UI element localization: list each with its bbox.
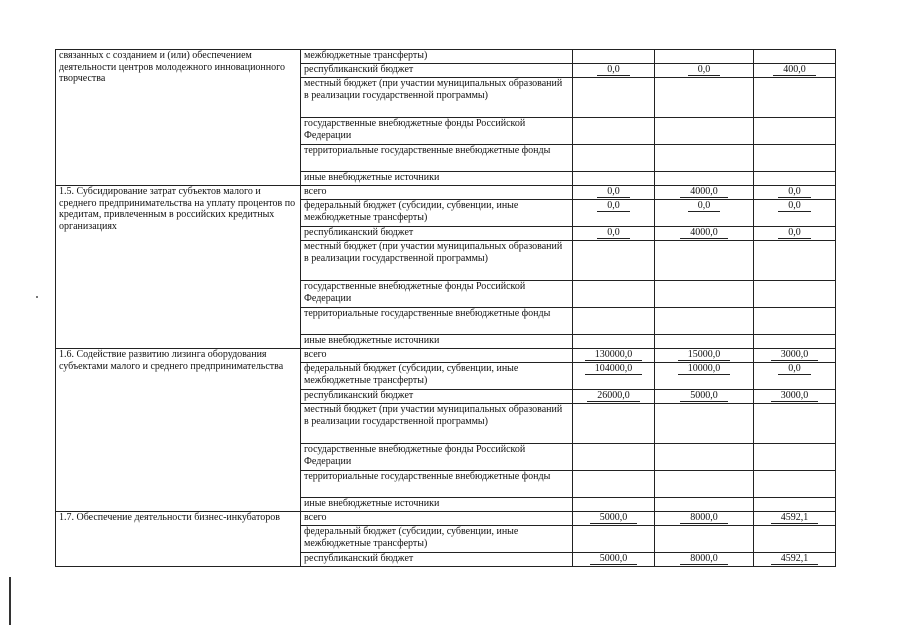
- amount-cell-3: [754, 118, 836, 145]
- measure-description: 1.6. Содействие развитию лизинга оборудования субъектами малого и среднего предпринимательства: [56, 349, 301, 512]
- amount-value: 0,0: [778, 363, 811, 375]
- amount-cell-2: [655, 281, 754, 308]
- amount-value: 3000,0: [771, 390, 819, 402]
- amount-cell-1: [573, 281, 655, 308]
- measure-description: 1.7. Обеспечение деятельности бизнес-инкубаторов: [56, 512, 301, 567]
- amount-value: 0,0: [597, 227, 630, 239]
- amount-cell-3: [754, 390, 836, 404]
- amount-value: 0,0: [688, 64, 721, 76]
- amount-cell-3: [754, 241, 836, 281]
- amount-cell-2: [655, 200, 754, 227]
- funding-source: территориальные государственные внебюджетные фонды: [301, 145, 573, 172]
- amount-cell-1: [573, 335, 655, 349]
- amount-cell-3: [754, 227, 836, 241]
- funding-source: местный бюджет (при участии муниципальных образований в реализации государственной программы): [301, 404, 573, 444]
- amount-value: 3000,0: [771, 349, 819, 361]
- amount-value: 4592,1: [771, 512, 819, 524]
- amount-cell-3: [754, 200, 836, 227]
- amount-cell-2: [655, 227, 754, 241]
- amount-cell-3: [754, 471, 836, 498]
- amount-cell-1: [573, 471, 655, 498]
- amount-cell-2: [655, 444, 754, 471]
- amount-value: 26000,0: [587, 390, 640, 402]
- scan-margin-mark: [9, 577, 11, 625]
- amount-cell-2: [655, 50, 754, 64]
- amount-cell-1: [573, 390, 655, 404]
- amount-value: 8000,0: [680, 553, 728, 565]
- amount-cell-3: [754, 186, 836, 200]
- amount-value: 130000,0: [585, 349, 643, 361]
- amount-value: 104000,0: [585, 363, 643, 375]
- amount-cell-1: [573, 78, 655, 118]
- funding-source: территориальные государственные внебюджетные фонды: [301, 308, 573, 335]
- amount-value: 400,0: [773, 64, 816, 76]
- amount-cell-3: [754, 404, 836, 444]
- amount-cell-1: [573, 145, 655, 172]
- amount-cell-3: [754, 526, 836, 553]
- amount-value: 5000,0: [590, 512, 638, 524]
- amount-cell-3: [754, 64, 836, 78]
- amount-value: 0,0: [778, 186, 811, 198]
- amount-cell-1: [573, 227, 655, 241]
- amount-cell-1: [573, 444, 655, 471]
- amount-cell-2: [655, 64, 754, 78]
- amount-value: 5000,0: [590, 553, 638, 565]
- funding-source: федеральный бюджет (субсидии, субвенции, иные межбюджетные трансферты): [301, 200, 573, 227]
- amount-cell-3: [754, 78, 836, 118]
- funding-source: республиканский бюджет: [301, 227, 573, 241]
- funding-source: иные внебюджетные источники: [301, 172, 573, 186]
- amount-cell-2: [655, 363, 754, 390]
- amount-cell-3: [754, 50, 836, 64]
- amount-cell-3: [754, 308, 836, 335]
- funding-source: иные внебюджетные источники: [301, 335, 573, 349]
- amount-value: 8000,0: [680, 512, 728, 524]
- amount-value: 5000,0: [680, 390, 728, 402]
- funding-source: всего: [301, 186, 573, 200]
- funding-source: государственные внебюджетные фонды Российской Федерации: [301, 444, 573, 471]
- budget-table: [55, 49, 836, 567]
- amount-cell-3: [754, 335, 836, 349]
- amount-cell-2: [655, 308, 754, 335]
- amount-cell-1: [573, 512, 655, 526]
- amount-cell-1: [573, 241, 655, 281]
- amount-cell-1: [573, 498, 655, 512]
- amount-value: 0,0: [778, 200, 811, 212]
- amount-cell-3: [754, 498, 836, 512]
- funding-source: территориальные государственные внебюджетные фонды: [301, 471, 573, 498]
- amount-cell-2: [655, 471, 754, 498]
- funding-source: республиканский бюджет: [301, 390, 573, 404]
- measure-description: 1.5. Субсидирование затрат субъектов малого и среднего предпринимательства на уплату процентов по кредитам, привлеченным в российских кредитных организациях: [56, 186, 301, 349]
- amount-value: 10000,0: [678, 363, 731, 375]
- funding-source: местный бюджет (при участии муниципальных образований в реализации государственной программы): [301, 78, 573, 118]
- amount-cell-3: [754, 553, 836, 567]
- amount-cell-3: [754, 281, 836, 308]
- amount-cell-1: [573, 186, 655, 200]
- amount-cell-1: [573, 172, 655, 186]
- amount-value: 0,0: [778, 227, 811, 239]
- amount-cell-2: [655, 553, 754, 567]
- amount-value: 0,0: [688, 200, 721, 212]
- amount-cell-1: [573, 553, 655, 567]
- amount-cell-2: [655, 241, 754, 281]
- scan-speck: [36, 296, 38, 298]
- amount-cell-2: [655, 390, 754, 404]
- amount-cell-2: [655, 349, 754, 363]
- amount-cell-2: [655, 118, 754, 145]
- amount-cell-2: [655, 498, 754, 512]
- amount-value: 0,0: [597, 64, 630, 76]
- funding-source: республиканский бюджет: [301, 64, 573, 78]
- amount-value: 4000,0: [680, 186, 728, 198]
- table-row: [56, 349, 836, 363]
- amount-value: 4000,0: [680, 227, 728, 239]
- amount-cell-1: [573, 404, 655, 444]
- amount-cell-1: [573, 308, 655, 335]
- funding-source: местный бюджет (при участии муниципальных образований в реализации государственной программы): [301, 241, 573, 281]
- budget-table-body: [56, 50, 836, 567]
- amount-cell-1: [573, 200, 655, 227]
- amount-cell-2: [655, 172, 754, 186]
- table-row: [56, 186, 836, 200]
- amount-cell-2: [655, 335, 754, 349]
- amount-cell-1: [573, 526, 655, 553]
- measure-description: связанных с созданием и (или) обеспечением деятельности центров молодежного инновационного творчества: [56, 50, 301, 186]
- amount-cell-2: [655, 526, 754, 553]
- funding-source: государственные внебюджетные фонды Российской Федерации: [301, 118, 573, 145]
- amount-cell-1: [573, 349, 655, 363]
- amount-cell-2: [655, 512, 754, 526]
- amount-cell-1: [573, 64, 655, 78]
- table-row: [56, 50, 836, 64]
- amount-cell-2: [655, 78, 754, 118]
- amount-cell-3: [754, 349, 836, 363]
- amount-value: 4592,1: [771, 553, 819, 565]
- amount-value: 0,0: [597, 186, 630, 198]
- funding-source: межбюджетные трансферты): [301, 50, 573, 64]
- amount-cell-2: [655, 145, 754, 172]
- funding-source: государственные внебюджетные фонды Российской Федерации: [301, 281, 573, 308]
- amount-cell-3: [754, 512, 836, 526]
- amount-cell-2: [655, 404, 754, 444]
- funding-source: федеральный бюджет (субсидии, субвенции, иные межбюджетные трансферты): [301, 363, 573, 390]
- amount-cell-3: [754, 444, 836, 471]
- amount-cell-3: [754, 363, 836, 390]
- funding-source: всего: [301, 349, 573, 363]
- table-row: [56, 512, 836, 526]
- amount-cell-3: [754, 145, 836, 172]
- funding-source: иные внебюджетные источники: [301, 498, 573, 512]
- amount-cell-1: [573, 50, 655, 64]
- funding-source: республиканский бюджет: [301, 553, 573, 567]
- amount-cell-2: [655, 186, 754, 200]
- amount-value: 0,0: [597, 200, 630, 212]
- amount-value: 15000,0: [678, 349, 731, 361]
- funding-source: всего: [301, 512, 573, 526]
- amount-cell-1: [573, 363, 655, 390]
- funding-source: федеральный бюджет (субсидии, субвенции, иные межбюджетные трансферты): [301, 526, 573, 553]
- amount-cell-3: [754, 172, 836, 186]
- amount-cell-1: [573, 118, 655, 145]
